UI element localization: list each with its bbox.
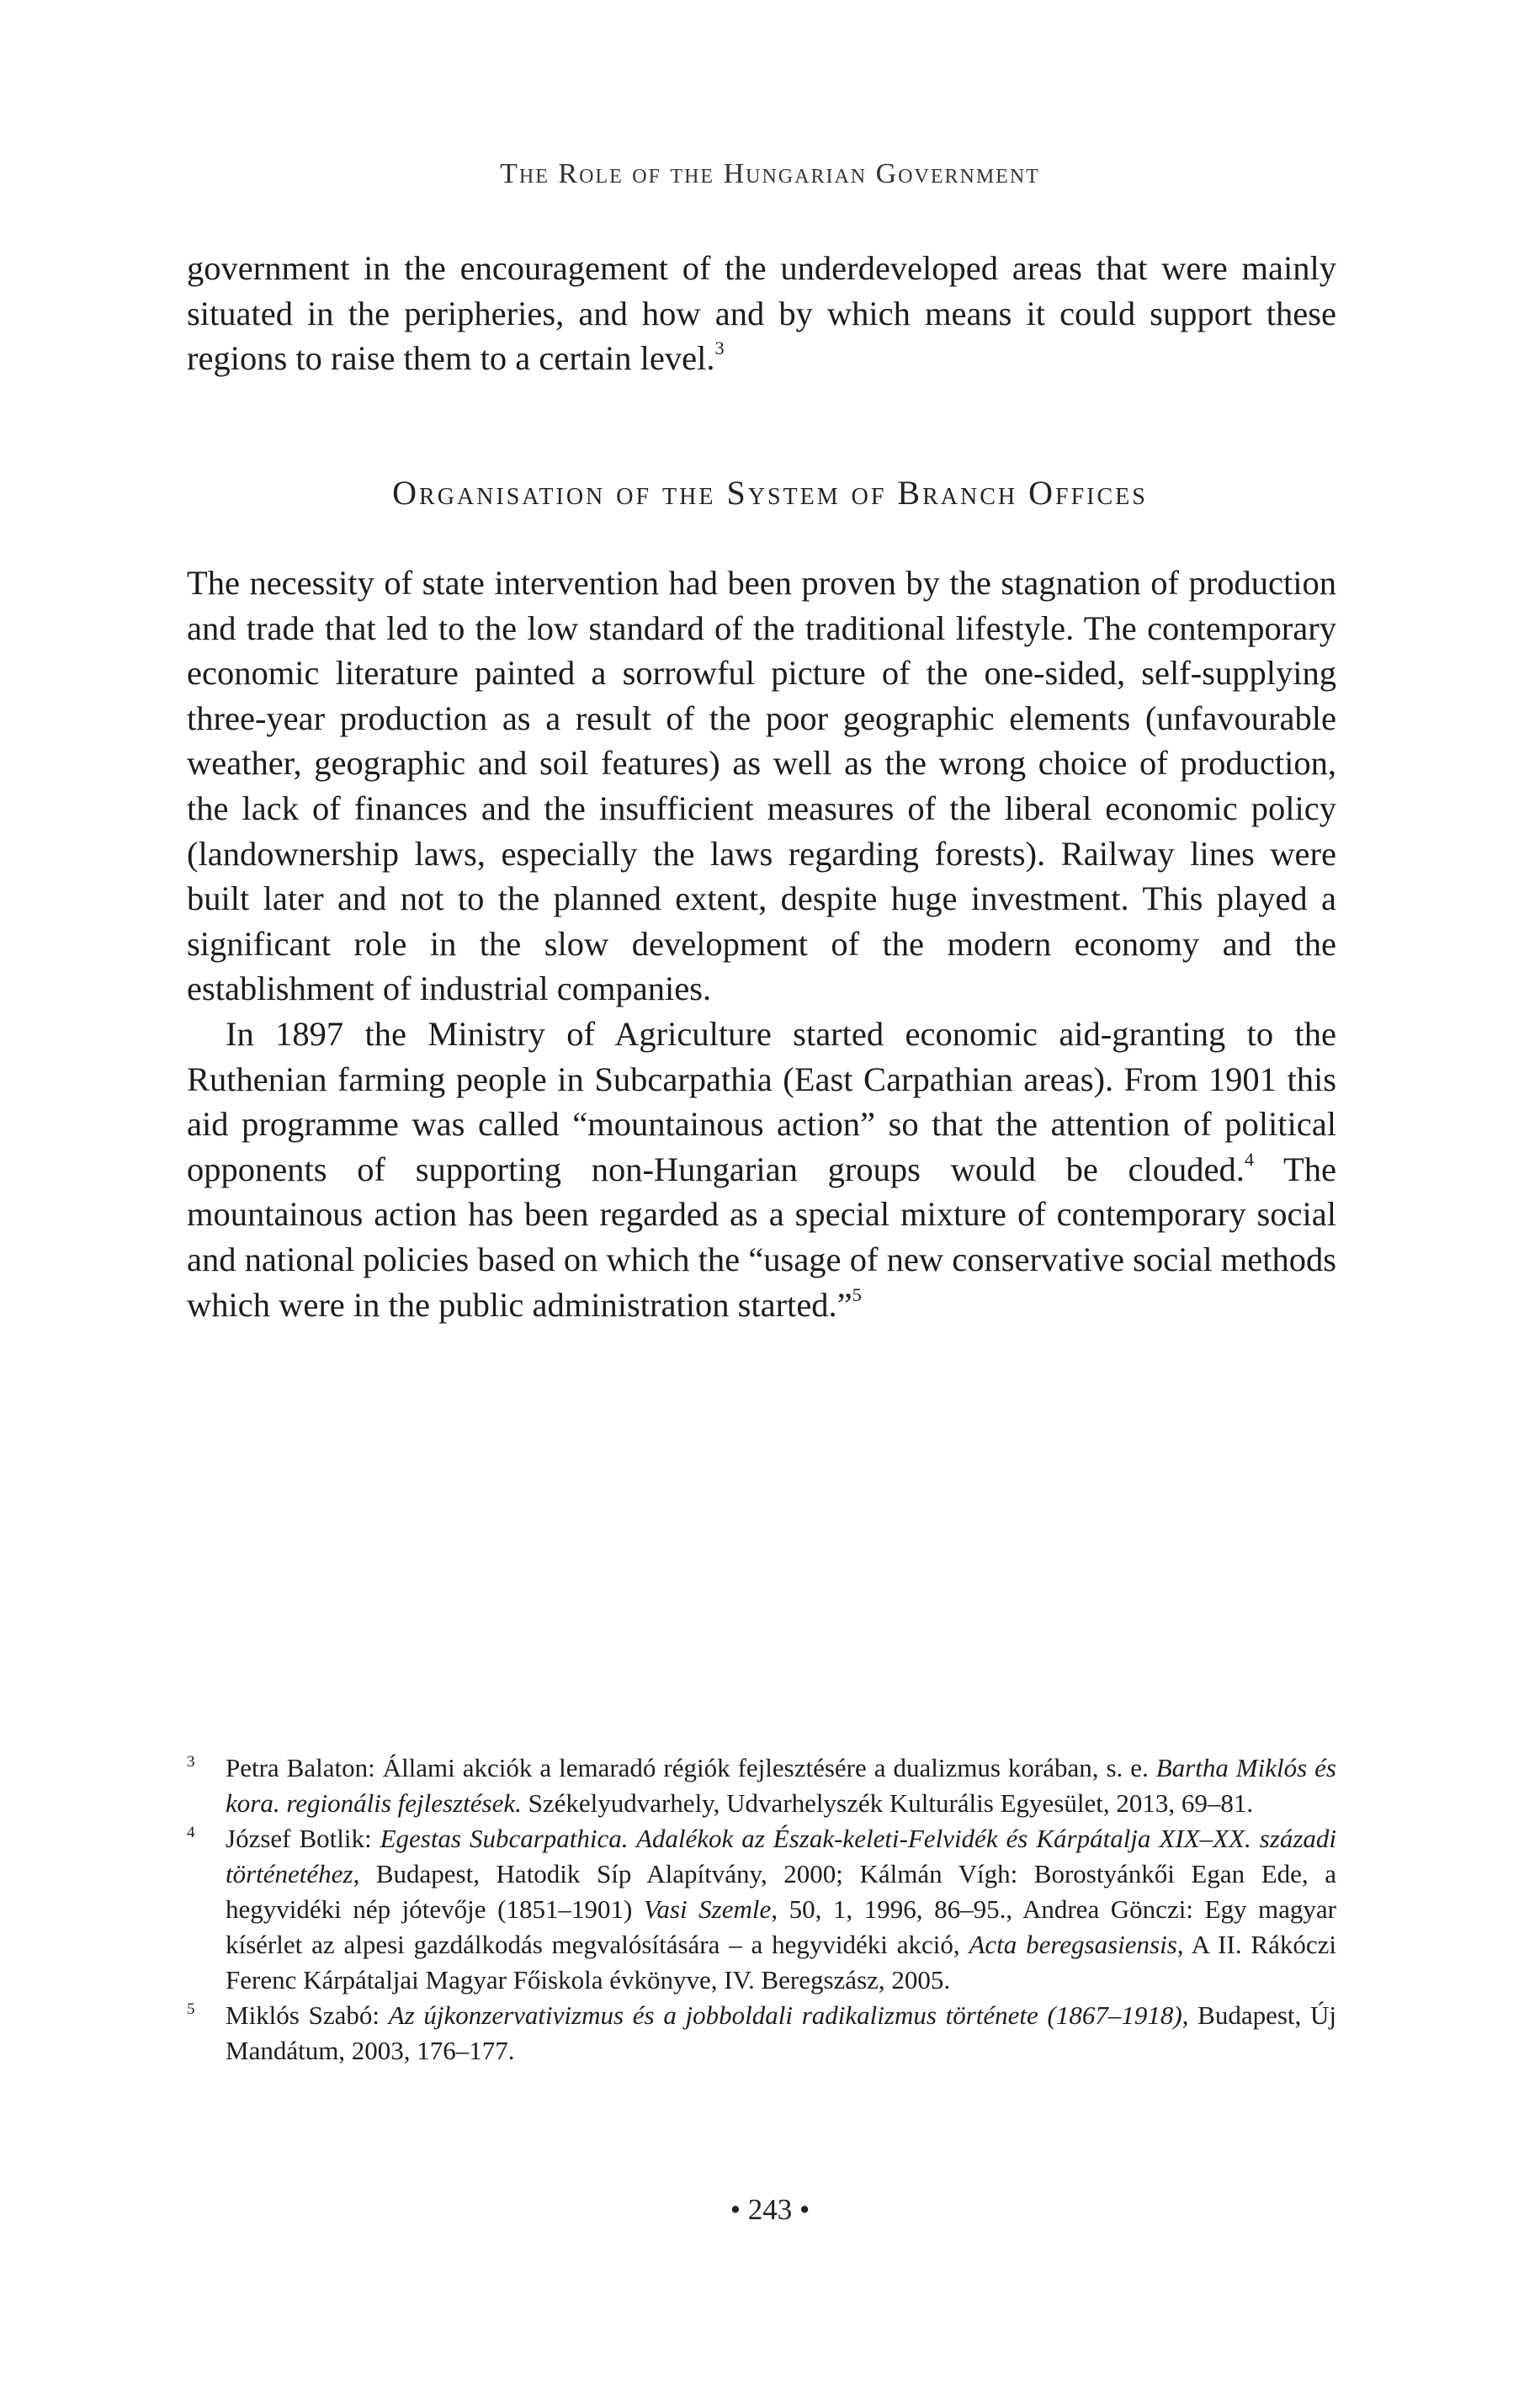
footnote-5 bbox=[187, 1998, 1336, 2069]
footnote-text: Székelyudvarhely, Udvarhelyszék Kulturális Egyesület, 2013, 69–81. bbox=[521, 1788, 1254, 1818]
paragraph-2-part-2: The mountainous action has been regarded as a special mixture of contemporary social and national policies based on which the “usage of new conservative social methods which were in the public administration started.” bbox=[187, 1150, 1336, 1324]
footnote-text: 50, 1, 1996, 86–95., Andrea Gönczi: Egy magyar kísérlet az alpesi gazdálkodás megvalósítására – a hegyvidéki akció, bbox=[226, 1894, 1336, 1959]
intro-text: government in the encouragement of the underdeveloped areas that were mainly situated in the peripheries, and how and by which means it could support these regions to raise them to a certain level. bbox=[187, 249, 1336, 378]
footnote-number: 4 bbox=[187, 1824, 195, 1841]
footnote-text: József Botlik: bbox=[226, 1824, 380, 1853]
footnote-text: A II. Rákóczi Ferenc Kárpátaljai Magyar Főiskola évkönyve, IV. Beregszász, 2005. bbox=[226, 1930, 1336, 1995]
footnote-number: 5 bbox=[187, 2000, 195, 2018]
footnote-text: Petra Balaton: Állami akciók a lemaradó régiók fejlesztésére a dualizmus korában, s. e. bbox=[226, 1753, 1156, 1782]
footnote-ref-3: 3 bbox=[714, 337, 725, 359]
paragraph-1: The necessity of state intervention had been proven by the stagnation of production and trade that led to the low standard of the traditional lifestyle. The contemporary economic literature painted a sorrowful picture of the one-sided, self-supplying three-year production as a result of the poor geographic elements (unfavourable weather, geographic and soil features) as well as the wrong choice of production, the lack of finances and the insufficient measures of the liberal economic policy (landownership laws, especially the laws regarding forests). Railway lines were built later and not to the planned extent, despite huge investment. This played a significant role in the slow development of the modern economy and the establishment of industrial companies. bbox=[187, 564, 1336, 1008]
footnotes bbox=[187, 1750, 1336, 2069]
section-heading: Organisation of the System of Branch Offices bbox=[392, 474, 1148, 512]
main-text bbox=[187, 560, 1336, 1327]
footnote-3 bbox=[187, 1750, 1336, 1821]
footnote-ref-5: 5 bbox=[852, 1283, 862, 1305]
paragraph-2 bbox=[187, 1012, 1336, 1327]
page-number: • 243 • bbox=[730, 2193, 810, 2226]
footnote-italic: Bartha Miklós és kora. regionális fejlesztések. bbox=[226, 1753, 1336, 1818]
paragraph-2-part-1: In 1897 the Ministry of Agriculture started economic aid-granting to the Ruthenian farming people in Subcarpathia (East Carpathian areas). From 1901 this aid programme was called “mountainous action” so that the attention of political opponents of supporting non-Hungarian groups would be clouded. bbox=[187, 1014, 1336, 1188]
footnote-italic: Vasi Szemle, bbox=[643, 1894, 778, 1924]
intro-paragraph bbox=[187, 246, 1336, 381]
footnote-number: 3 bbox=[187, 1753, 195, 1771]
footnote-text: Budapest, Új Mandátum, 2003, 176–177. bbox=[226, 2000, 1336, 2065]
running-head: The Role of the Hungarian Government bbox=[500, 158, 1040, 189]
footnote-text: Budapest, Hatodik Síp Alapítvány, 2000; Kálmán Vígh: Borostyánkői Egan Ede, a hegyvidéki nép jótevője (1851–1901) bbox=[226, 1859, 1336, 1924]
footnote-italic: Acta beregsasiensis, bbox=[969, 1930, 1184, 1959]
footnote-italic: Egestas Subcarpathica. Adalékok az Észak-keleti-Felvidék és Kárpátalja XIX–XX. századi történetéhez, bbox=[226, 1824, 1336, 1888]
footnote-4 bbox=[187, 1821, 1336, 1998]
footnote-italic: Az újkonzervativizmus és a jobboldali radikalizmus története (1867–1918), bbox=[388, 2000, 1189, 2030]
footnote-text: Miklós Szabó: bbox=[226, 2000, 389, 2030]
footnote-ref-4: 4 bbox=[1244, 1148, 1255, 1170]
